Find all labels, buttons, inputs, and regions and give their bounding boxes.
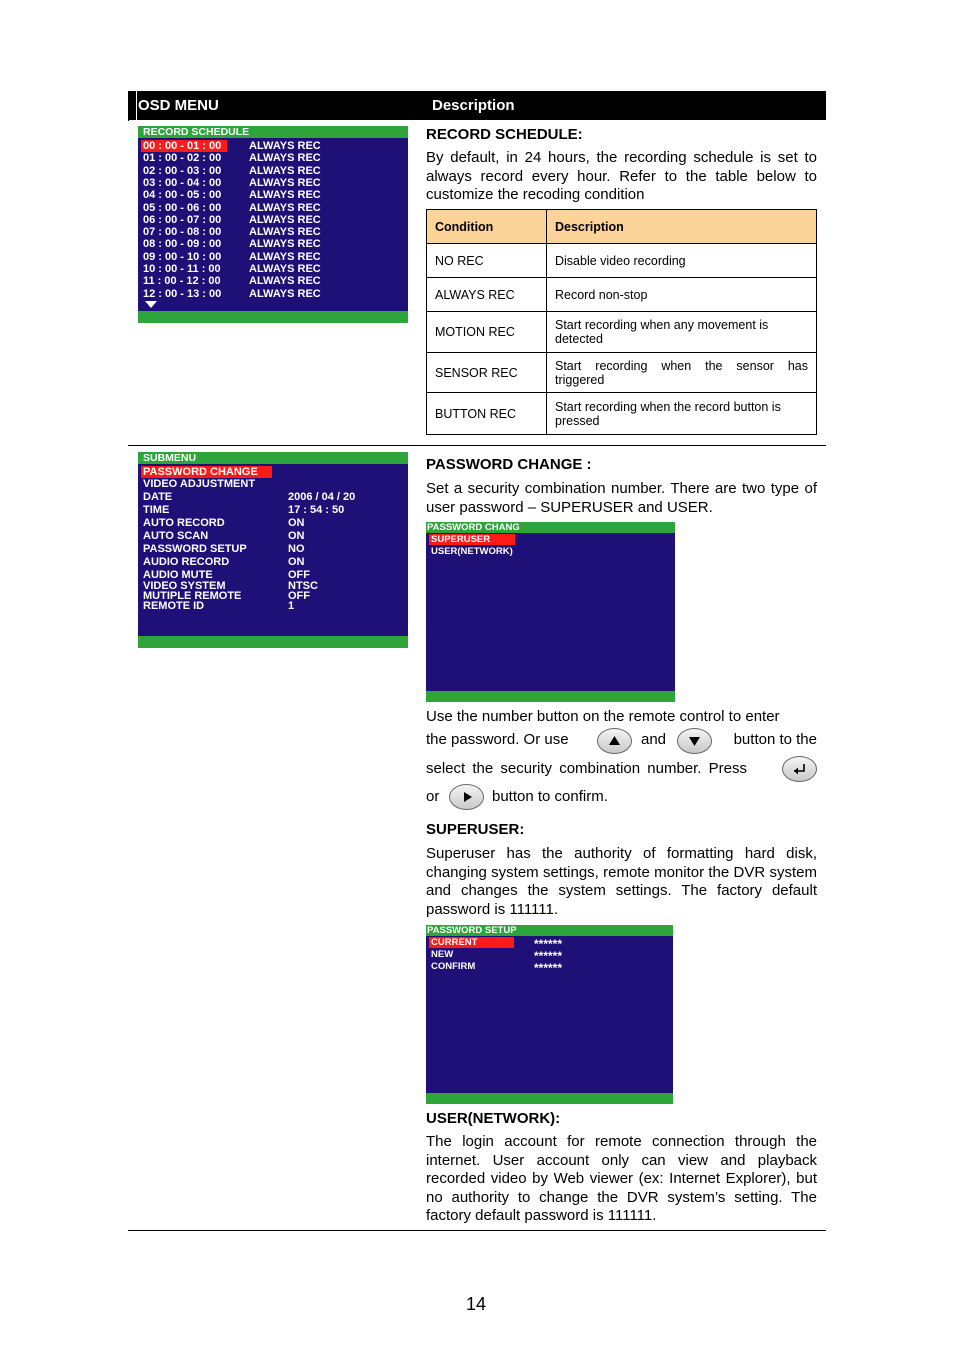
instruction-line-2b: button to the	[733, 731, 817, 748]
submenu-item-label[interactable]: VIDEO SYSTEM	[143, 580, 226, 592]
schedule-time[interactable]: 01 : 00 - 02 : 00	[143, 152, 222, 165]
left-border	[128, 91, 129, 121]
submenu-item-value: OFF	[288, 590, 310, 602]
schedule-mode[interactable]: ALWAYS REC	[249, 164, 321, 177]
field-label-new: NEW	[431, 949, 454, 960]
osd-bottom-bar	[426, 1093, 673, 1104]
instruction-or: or	[426, 788, 440, 805]
schedule-mode[interactable]: ALWAYS REC	[249, 250, 321, 263]
submenu-item-value: NTSC	[288, 580, 318, 592]
schedule-time[interactable]: 11 : 00 - 12 : 00	[143, 275, 221, 288]
schedule-mode[interactable]: ALWAYS REC	[249, 176, 321, 189]
table-cell: Disable video recording	[547, 244, 817, 278]
field-value-current[interactable]: ******	[534, 937, 563, 951]
table-cell: BUTTON REC	[427, 393, 547, 435]
submenu-item-label[interactable]: VIDEO ADJUSTMENT	[143, 478, 256, 490]
header-cell: Condition	[427, 210, 547, 244]
table-cell: SENSOR REC	[427, 353, 547, 393]
table-header	[128, 91, 826, 120]
schedule-time[interactable]: 07 : 00 - 08 : 00	[143, 226, 222, 239]
password-change-heading: PASSWORD CHANGE :	[426, 456, 592, 473]
header-description: Description	[432, 97, 515, 114]
record-schedule-text: By default, in 24 hours, the recording schedule is set to always record every hour. Refer to the table below to customize the recoding condition	[426, 149, 817, 203]
submenu-item-label[interactable]: AUTO RECORD	[143, 517, 225, 529]
table-cell: Record non-stop	[547, 278, 817, 312]
schedule-time[interactable]: 05 : 00 - 06 : 00	[143, 201, 222, 214]
schedule-mode[interactable]: ALWAYS REC	[249, 275, 321, 288]
header-cell: Description	[547, 210, 817, 244]
submenu-item-label[interactable]: REMOTE ID	[143, 600, 205, 612]
header-edge	[128, 91, 137, 120]
condition-table	[426, 209, 817, 435]
page-number: 14	[466, 1294, 487, 1314]
osd-title: SUBMENU	[143, 452, 197, 464]
schedule-time[interactable]: 06 : 00 - 07 : 00	[143, 213, 222, 226]
table-row	[427, 393, 817, 435]
up-arrow-icon	[597, 728, 632, 754]
instruction-line-1: Use the number button on the remote control to enter	[426, 708, 780, 725]
submenu-osd	[138, 452, 408, 648]
menu-item-superuser[interactable]: SUPERUSER	[431, 534, 491, 545]
record-schedule-osd	[138, 126, 408, 323]
submenu-item-value: 1	[288, 600, 295, 612]
down-arrow-icon	[677, 728, 712, 754]
submenu-item-value: 17 : 54 : 50	[288, 504, 345, 516]
submenu-item-value: NO	[288, 543, 305, 555]
schedule-time[interactable]: 09 : 00 - 10 : 00	[143, 250, 222, 263]
table-cell: ALWAYS REC	[427, 278, 547, 312]
osd-bottom-bar	[426, 691, 675, 702]
header-osd-menu: OSD MENU	[138, 97, 219, 114]
schedule-time[interactable]: 10 : 00 - 11 : 00	[143, 263, 221, 275]
table-row	[427, 278, 817, 312]
instruction-and: and	[641, 731, 667, 748]
schedule-mode[interactable]: ALWAYS REC	[249, 201, 321, 214]
osd-title: RECORD SCHEDULE	[143, 126, 250, 138]
field-value-new[interactable]: ******	[534, 949, 563, 963]
submenu-item-label[interactable]: AUDIO RECORD	[143, 556, 230, 568]
schedule-mode[interactable]: ALWAYS REC	[249, 140, 321, 152]
submenu-item-value: ON	[288, 517, 305, 529]
submenu-item-label[interactable]: PASSWORD SETUP	[143, 543, 247, 555]
osd-title: PASSWORD CHANG	[427, 522, 520, 533]
schedule-time[interactable]: 04 : 00 - 05 : 00	[143, 189, 222, 202]
submenu-item-label[interactable]: PASSWORD CHANGE	[143, 466, 258, 478]
submenu-item-value: ON	[288, 530, 305, 542]
field-value-confirm[interactable]: ******	[534, 961, 563, 975]
superuser-heading: SUPERUSER:	[426, 821, 525, 838]
password-change-osd	[426, 522, 675, 702]
schedule-time[interactable]: 00 : 00 - 01 : 00	[143, 140, 222, 152]
schedule-mode[interactable]: ALWAYS REC	[249, 226, 321, 239]
table-cell: Start recording when the sensor has triggered	[547, 353, 817, 393]
user-network-heading: USER(NETWORK):	[426, 1110, 561, 1127]
superuser-text: Superuser has the authority of formatting hard disk, changing system settings, remote monitor the DVR system and changes the system settings. The factory default password is 111111.	[426, 845, 817, 918]
table-cell: Start recording when the record button is pressed	[547, 393, 817, 435]
schedule-mode[interactable]: ALWAYS REC	[249, 213, 321, 226]
schedule-mode[interactable]: ALWAYS REC	[249, 152, 321, 165]
record-schedule-heading: RECORD SCHEDULE:	[426, 126, 583, 143]
submenu-item-label[interactable]: AUDIO MUTE	[143, 569, 213, 581]
schedule-time[interactable]: 08 : 00 - 09 : 00	[143, 238, 222, 251]
table-cell: MOTION REC	[427, 312, 547, 353]
schedule-time[interactable]: 02 : 00 - 03 : 00	[143, 164, 222, 177]
section-divider-1	[128, 445, 826, 446]
submenu-item-value: ON	[288, 556, 305, 568]
instruction-line-3: select the security combination number. Press	[426, 760, 747, 777]
schedule-time[interactable]: 03 : 00 - 04 : 00	[143, 176, 222, 189]
field-label-current: CURRENT	[431, 937, 478, 948]
password-setup-osd	[426, 925, 673, 1104]
enter-icon	[782, 756, 817, 782]
submenu-item-label[interactable]: TIME	[143, 504, 170, 516]
instruction-line-2a: the password. Or use	[426, 731, 569, 748]
osd-bottom-bar	[138, 636, 408, 648]
submenu-item-label[interactable]: AUTO SCAN	[143, 530, 209, 542]
schedule-time[interactable]: 12 : 00 - 13 : 00	[143, 287, 222, 300]
section-divider-bottom	[128, 1230, 826, 1231]
user-network-text: The login account for remote connection through the internet. User account only can view and playback recorded video by Web viewer (ex: Internet Explorer), but no authority to change the DVR system’s setting. The factory default password is 111111.	[426, 1133, 817, 1224]
schedule-mode[interactable]: ALWAYS REC	[249, 189, 321, 202]
field-label-confirm: CONFIRM	[431, 961, 476, 972]
table-row	[427, 244, 817, 278]
table-cell: NO REC	[427, 244, 547, 278]
menu-item-user-network[interactable]: USER(NETWORK)	[431, 546, 513, 557]
password-change-text: Set a security combination number. There are two type of user password – SUPERUSER and USER.	[426, 480, 817, 516]
triangle-down-icon[interactable]	[145, 301, 157, 309]
instruction-line-4: button to confirm.	[492, 788, 608, 805]
schedule-mode[interactable]: ALWAYS REC	[249, 263, 321, 275]
table-header-row	[427, 210, 817, 244]
osd-bottom-bar	[138, 311, 408, 323]
osd-title: PASSWORD SETUP	[427, 925, 517, 936]
schedule-mode[interactable]: ALWAYS REC	[249, 287, 321, 300]
submenu-item-label[interactable]: MUTIPLE REMOTE	[143, 590, 242, 602]
schedule-mode[interactable]: ALWAYS REC	[249, 238, 321, 251]
table-cell: Start recording when any movement is detected	[547, 312, 817, 353]
table-row	[427, 353, 817, 393]
right-arrow-icon	[449, 784, 484, 810]
submenu-item-label[interactable]: DATE	[143, 491, 173, 503]
table-row	[427, 312, 817, 353]
submenu-item-value: OFF	[288, 569, 310, 581]
submenu-item-value: 2006 / 04 / 20	[288, 491, 356, 503]
